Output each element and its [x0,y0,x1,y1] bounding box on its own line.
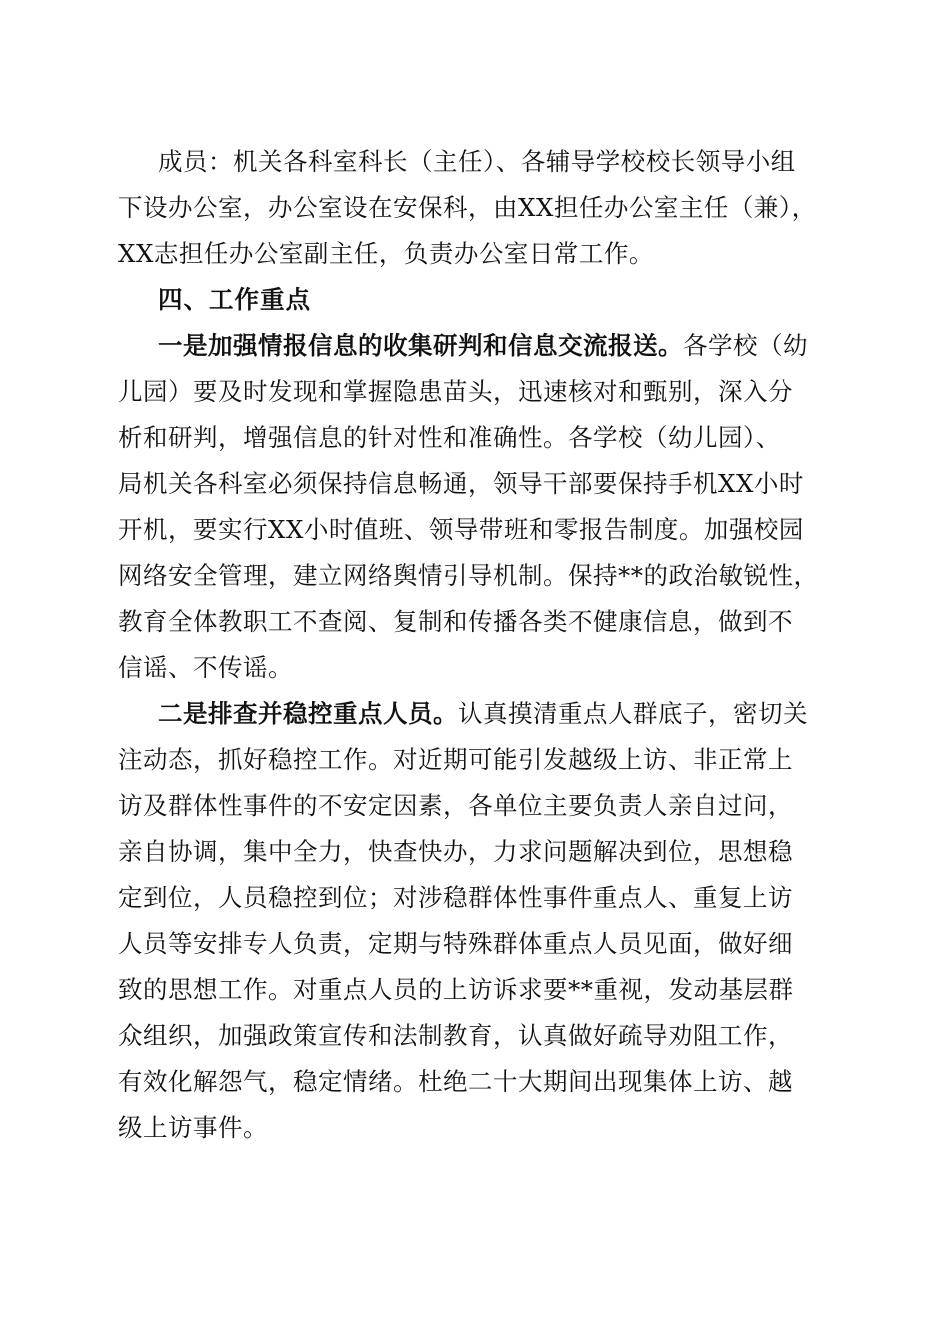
paragraph-two-line-10: 级上访事件。 [118,1113,268,1142]
paragraph-one-line-4: 局机关各科室必须保持信息畅通，领导干部要保持手机XX小时 [118,469,804,498]
members-line-2: 下设办公室，办公室设在安保科，由XX担任办公室主任（兼）， [118,193,817,222]
paragraph-one-line-8: 信谣、不传谣。 [118,653,293,682]
members-line-1: 成员：机关各科室科长（主任）、各辅导学校校长领导小组 [158,147,796,176]
members-line-3: XX志担任办公室副主任，负责办公室日常工作。 [118,239,654,268]
paragraph-one-line-1 [158,329,808,363]
paragraph-two-lead: 二是排查并稳控重点人员。 [158,699,458,728]
paragraph-one-first-line-rest: 各学校（幼 [683,331,808,360]
paragraph-two-line-3: 访及群体性事件的不安定因素，各单位主要负责人亲自过问， [118,791,793,820]
paragraph-one-line-7: 教育全体教职工不查阅、复制和传播各类不健康信息，做到不 [118,607,793,636]
paragraph-two-line-1 [158,697,808,731]
paragraph-one-line-3: 析和研判，增强信息的针对性和准确性。各学校（幼儿园）、 [118,423,781,452]
paragraph-two-line-8: 众组织，加强政策宣传和法制教育，认真做好疏导劝阻工作， [118,1021,793,1050]
paragraph-two-line-6: 人员等安排专人负责，定期与特殊群体重点人员见面，做好细 [118,929,793,958]
paragraph-two-first-line-rest: 认真摸清重点人群底子，密切关 [458,699,808,728]
paragraph-two-line-9: 有效化解怨气，稳定情绪。杜绝二十大期间出现集体上访、越 [118,1067,793,1096]
paragraph-two-line-4: 亲自协调，集中全力，快查快办，力求问题解决到位，思想稳 [118,837,793,866]
paragraph-one-line-5: 开机，要实行XX小时值班、领导带班和零报告制度。加强校园 [118,515,804,544]
paragraph-two-line-2: 注动态，抓好稳控工作。对近期可能引发越级上访、非正常上 [118,745,793,774]
paragraph-two-line-7: 致的思想工作。对重点人员的上访诉求要**重视，发动基层群 [118,975,794,1004]
paragraph-two-line-5: 定到位，人员稳控到位；对涉稳群体性事件重点人、重复上访 [118,883,793,912]
paragraph-one-line-6: 网络安全管理，建立网络舆情引导机制。保持**的政治敏锐性， [118,561,819,590]
paragraph-one-lead: 一是加强情报信息的收集研判和信息交流报送。 [158,331,683,360]
section-heading: 四、工作重点 [158,285,311,314]
paragraph-one-line-2: 儿园）要及时发现和掌握隐患苗头，迅速核对和甄别，深入分 [118,377,793,406]
